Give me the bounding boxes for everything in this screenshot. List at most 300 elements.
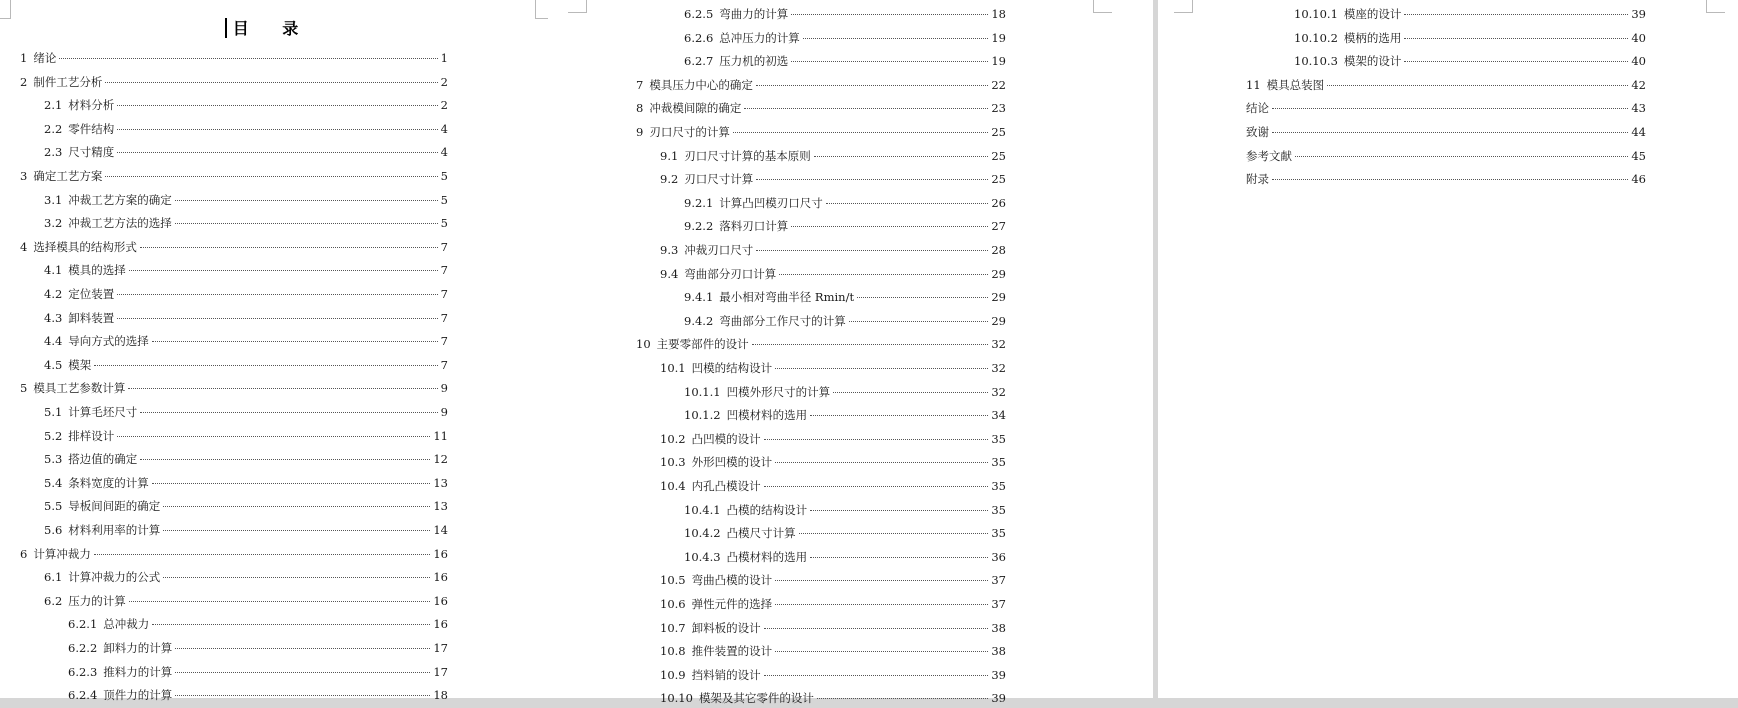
toc-entry-number: 10.5	[660, 573, 686, 588]
toc-entry-page-number: 2	[440, 74, 448, 89]
toc-dot-leader	[1295, 156, 1628, 157]
toc-entry-number: 8	[636, 101, 644, 116]
toc-entry-title: 弯曲部分刃口计算	[684, 266, 777, 281]
toc-dot-leader	[733, 132, 989, 133]
toc-entry-number: 10.9	[660, 667, 686, 682]
toc-entry-title: 零件结构	[68, 121, 115, 136]
toc-entry-title: 推件装置的设计	[691, 644, 773, 659]
toc-entry-number: 5.4	[44, 475, 63, 490]
toc-entry[interactable]	[44, 428, 448, 446]
toc-entry[interactable]	[44, 451, 448, 469]
toc-entry-page-number: 44	[1631, 125, 1646, 139]
toc-heading	[0, 16, 575, 39]
toc-entry-number: 6.2.4	[68, 688, 98, 703]
toc-dot-leader	[175, 695, 430, 696]
toc-entry-page-number: 17	[433, 641, 448, 655]
toc-entry[interactable]	[1246, 124, 1646, 142]
toc-entry-number: 10.4.2	[684, 526, 721, 541]
toc-entry[interactable]	[20, 74, 448, 92]
toc-dot-leader	[117, 105, 437, 106]
toc-dot-leader	[1404, 38, 1628, 39]
toc-entry-page-number: 35	[991, 455, 1006, 470]
page-corner-mark	[1174, 0, 1193, 13]
toc-dot-leader	[764, 675, 989, 676]
toc-entry-number: 3	[20, 169, 28, 183]
toc-entry-number: 3.2	[44, 216, 63, 231]
toc-entry[interactable]	[684, 218, 1006, 236]
toc-dot-leader	[129, 601, 431, 602]
toc-entry[interactable]	[684, 313, 1006, 331]
toc-entry[interactable]	[636, 336, 1006, 354]
toc-dot-leader	[140, 459, 430, 460]
toc-entry-page-number: 17	[433, 664, 448, 679]
toc-entry-title: 结论	[1246, 101, 1269, 116]
toc-entry[interactable]	[660, 242, 1006, 260]
toc-entry[interactable]	[1246, 77, 1646, 95]
toc-entry[interactable]	[1294, 53, 1646, 71]
toc-entry-number: 9.1	[660, 148, 679, 163]
toc-entry[interactable]	[44, 310, 448, 328]
toc-entry-page-number: 35	[991, 502, 1006, 517]
toc-entry-title: 卸料装置	[68, 310, 115, 325]
toc-entry-title: 模架及其它零件的设计	[698, 691, 814, 706]
toc-entry[interactable]	[44, 262, 448, 280]
toc-entry-number: 5.2	[44, 428, 63, 443]
toc-entry-number: 9.3	[660, 243, 679, 257]
toc-entry-title: 导向方式的选择	[68, 334, 149, 349]
toc-entry-title: 模柄的选用	[1343, 30, 1402, 45]
toc-entry-page-number: 4	[440, 145, 448, 160]
toc-entry-number: 4.3	[44, 310, 63, 325]
toc-dot-leader	[764, 439, 989, 440]
toc-entry-number: 10.4.1	[684, 502, 721, 517]
toc-entry[interactable]	[1246, 148, 1646, 166]
toc-entry-page-number: 22	[991, 77, 1006, 92]
toc-entry-page-number: 16	[433, 593, 448, 608]
toc-dot-leader	[791, 226, 988, 227]
toc-dot-leader	[175, 648, 430, 649]
toc-entry-page-number: 25	[991, 148, 1006, 163]
toc-entry-number: 11	[1246, 77, 1261, 92]
toc-entry-page-number: 35	[991, 431, 1006, 446]
toc-entry-page-number: 25	[991, 125, 1006, 139]
toc-entry[interactable]	[44, 121, 448, 139]
toc-entry-title: 刃口尺寸计算	[684, 172, 754, 187]
toc-dot-leader	[140, 412, 437, 413]
toc-entry-title: 排样设计	[68, 428, 115, 443]
toc-dot-leader	[152, 624, 430, 625]
toc-entry-number: 5.6	[44, 523, 63, 537]
toc-entry-title: 刃口尺寸计算的基本原则	[684, 148, 811, 163]
toc-entry[interactable]	[44, 569, 448, 587]
toc-entry-page-number: 38	[991, 620, 1006, 635]
toc-entry-title: 凸凹模的设计	[691, 431, 761, 446]
toc-entry-title: 凸模的结构设计	[726, 502, 808, 517]
toc-entry[interactable]	[660, 572, 1006, 590]
toc-entry-page-number: 42	[1631, 77, 1646, 92]
toc-entry-page-number: 14	[433, 523, 448, 537]
toc-entry-number: 4.4	[44, 334, 63, 349]
toc-entry-page-number: 13	[433, 499, 448, 514]
toc-entry-title: 推料力的计算	[103, 664, 173, 679]
toc-entry-title: 主要零部件的设计	[656, 337, 749, 352]
toc-entry-number: 6.2.5	[684, 7, 714, 21]
toc-entry-number: 10.2	[660, 431, 686, 446]
toc-entry-title: 定位装置	[68, 287, 115, 301]
toc-entry[interactable]	[684, 502, 1006, 520]
toc-entry-page-number: 1	[440, 51, 448, 65]
toc-dot-leader	[814, 156, 989, 157]
toc-entry-page-number: 16	[433, 617, 448, 632]
toc-entry-title: 挡料销的设计	[691, 667, 761, 682]
document-page-2	[548, 0, 1153, 706]
toc-dot-leader	[94, 554, 431, 555]
toc-dot-leader	[775, 368, 988, 369]
toc-dot-leader	[1404, 61, 1628, 62]
toc-dot-leader	[744, 108, 988, 109]
toc-entry-title: 模座的设计	[1343, 7, 1402, 21]
toc-entry-title: 弯曲力的计算	[719, 7, 789, 21]
document-page-1	[0, 0, 575, 703]
toc-entry-number: 10.4.3	[684, 549, 721, 564]
toc-dot-leader	[175, 200, 438, 201]
toc-entry-title: 内孔凸模设计	[691, 479, 761, 493]
toc-entry-number: 10.1.2	[684, 408, 721, 423]
toc-entry-page-number: 7	[440, 239, 448, 254]
toc-entry[interactable]	[660, 266, 1006, 284]
toc-entry[interactable]	[44, 404, 448, 422]
toc-entry[interactable]	[44, 475, 448, 493]
toc-entry[interactable]	[20, 168, 448, 186]
toc-dot-leader	[140, 247, 438, 248]
toc-dot-leader	[803, 38, 989, 39]
text-cursor	[225, 18, 227, 38]
toc-entry-title: 凹模的结构设计	[691, 361, 773, 375]
toc-entry[interactable]	[68, 687, 448, 705]
toc-entry[interactable]	[44, 522, 448, 540]
page-corner-mark	[1706, 0, 1725, 13]
toc-entry-page-number: 26	[991, 195, 1006, 210]
toc-entry-title: 选择模具的结构形式	[33, 239, 137, 254]
toc-entry-number: 10.6	[660, 597, 686, 611]
toc-entry-number: 6.2	[44, 593, 63, 608]
toc-entry-page-number: 7	[440, 357, 448, 372]
toc-dot-leader	[117, 318, 437, 319]
toc-entry[interactable]	[1246, 100, 1646, 118]
toc-dot-leader	[1272, 179, 1628, 180]
toc-entry-title: 搭边值的确定	[68, 452, 138, 467]
toc-entry-page-number: 39	[1631, 7, 1646, 21]
toc-entry[interactable]	[684, 53, 1006, 71]
toc-entry[interactable]	[636, 100, 1006, 118]
toc-entry-page-number: 40	[1631, 54, 1646, 69]
toc-entry-page-number: 28	[991, 243, 1006, 257]
toc-entry-title: 模架的设计	[1343, 54, 1402, 69]
toc-entry[interactable]	[68, 640, 448, 658]
toc-entry-number: 10.8	[660, 644, 686, 659]
toc-entry-title: 凹模材料的选用	[726, 408, 808, 423]
page-corner-mark	[1093, 0, 1112, 13]
toc-entry[interactable]	[68, 616, 448, 634]
toc-entry[interactable]	[660, 454, 1006, 472]
toc-entry[interactable]	[20, 50, 448, 68]
toc-dot-leader	[756, 250, 988, 251]
toc-entry[interactable]	[1294, 30, 1646, 48]
toc-entry-number: 10.10.1	[1294, 7, 1338, 21]
toc-dot-leader	[59, 58, 437, 59]
toc-entry[interactable]	[684, 195, 1006, 213]
toc-entry-title: 压力机的初选	[719, 54, 789, 69]
toc-dot-leader	[752, 344, 989, 345]
toc-entry[interactable]	[660, 148, 1006, 166]
toc-entry-title: 落料刃口计算	[719, 219, 789, 234]
toc-entry[interactable]	[660, 667, 1006, 685]
toc-entry-page-number: 23	[991, 101, 1006, 116]
toc-entry-number: 10.4	[660, 479, 686, 493]
toc-entry[interactable]	[44, 97, 448, 115]
toc-entry[interactable]	[68, 664, 448, 682]
toc-entry-title: 材料分析	[68, 98, 115, 113]
toc-dot-leader	[94, 365, 437, 366]
toc-entry-title: 冲裁工艺方案的确定	[68, 192, 172, 207]
toc-entry-page-number: 32	[991, 361, 1006, 375]
toc-dot-leader	[791, 61, 988, 62]
toc-dot-leader	[117, 294, 437, 295]
toc-dot-leader	[756, 85, 989, 86]
toc-entry[interactable]	[660, 478, 1006, 496]
toc-entry-number: 6.2.6	[684, 30, 714, 45]
toc-dot-leader	[779, 274, 988, 275]
toc-dot-leader	[764, 628, 989, 629]
toc-entry[interactable]	[44, 593, 448, 611]
toc-entry-title: 刃口尺寸的计算	[649, 125, 730, 139]
toc-entry-title: 计算凸凹模刃口尺寸	[719, 195, 823, 210]
toc-entry-page-number: 37	[991, 597, 1006, 611]
toc-entry-number: 6	[20, 546, 28, 561]
toc-entry[interactable]	[684, 525, 1006, 543]
toc-entry[interactable]	[660, 431, 1006, 449]
toc-entry-page-number: 18	[433, 688, 448, 703]
toc-dot-leader	[152, 483, 431, 484]
toc-entry-page-number: 16	[433, 546, 448, 561]
toc-entry[interactable]	[684, 549, 1006, 567]
toc-entry[interactable]	[44, 192, 448, 210]
toc-entry[interactable]	[636, 124, 1006, 142]
toc-entry-page-number: 9	[440, 381, 448, 396]
toc-entry-title: 参考文献	[1246, 148, 1292, 163]
toc-entry-title: 冲裁刃口尺寸	[684, 243, 754, 257]
toc-entry-page-number: 36	[991, 549, 1006, 564]
toc-dot-leader	[775, 462, 988, 463]
toc-entry-page-number: 46	[1631, 172, 1646, 187]
toc-entry-title: 弯曲部分工作尺寸的计算	[719, 313, 846, 328]
toc-dot-leader	[1404, 14, 1628, 15]
toc-entry-page-number: 35	[991, 479, 1006, 493]
toc-entry-page-number: 5	[440, 169, 448, 183]
toc-entry-number: 4.2	[44, 287, 63, 301]
toc-entry-title: 附录	[1246, 172, 1269, 187]
toc-entry-number: 5.5	[44, 499, 63, 514]
toc-entry-number: 9.2.1	[684, 195, 714, 210]
toc-entry-number: 10.1	[660, 361, 686, 375]
toc-entry-page-number: 39	[991, 667, 1006, 682]
toc-entry-page-number: 18	[991, 7, 1006, 21]
toc-entry-title: 尺寸精度	[68, 145, 115, 160]
toc-dot-leader	[810, 415, 988, 416]
toc-entry-number: 7	[636, 77, 644, 92]
toc-entry-number: 5.3	[44, 452, 63, 467]
toc-entry-title: 外形凹模的设计	[691, 455, 773, 470]
toc-entry-number: 6.2.3	[68, 664, 98, 679]
toc-entry[interactable]	[660, 596, 1006, 614]
toc-entry[interactable]	[44, 215, 448, 233]
toc-entry-page-number: 19	[991, 30, 1006, 45]
toc-dot-leader	[163, 577, 430, 578]
toc-entry[interactable]	[20, 380, 448, 398]
toc-entry-title: 模具工艺参数计算	[33, 381, 126, 396]
toc-entry-page-number: 39	[991, 691, 1006, 706]
toc-entry-page-number: 29	[991, 266, 1006, 281]
toc-entry-page-number: 13	[433, 475, 448, 490]
toc-dot-leader	[849, 321, 989, 322]
toc-entry-title: 制件工艺分析	[33, 74, 103, 89]
toc-entry[interactable]	[44, 498, 448, 516]
toc-entry-title: 计算冲裁力	[33, 546, 91, 561]
toc-entry-page-number: 9	[440, 405, 448, 419]
toc-entry-number: 9.4.1	[684, 290, 714, 305]
toc-entry-page-number: 32	[991, 384, 1006, 399]
toc-entry[interactable]	[660, 690, 1006, 708]
toc-entry-page-number: 43	[1631, 101, 1646, 116]
toc-entry-title: 冲裁工艺方法的选择	[68, 216, 172, 231]
toc-entry-number: 4	[20, 239, 28, 254]
toc-dot-leader	[117, 129, 437, 130]
toc-entry[interactable]	[44, 333, 448, 351]
toc-entry-title: 总冲裁力	[103, 617, 150, 632]
toc-entry-number: 9.4.2	[684, 313, 714, 328]
toc-entry-number: 3.1	[44, 192, 63, 207]
toc-entry-title: 导板间间距的确定	[68, 499, 161, 514]
toc-entry-page-number: 16	[433, 570, 448, 585]
toc-entry-number: 4.1	[44, 263, 63, 278]
toc-dot-leader	[810, 510, 988, 511]
toc-dot-leader	[1272, 108, 1628, 109]
toc-entry[interactable]	[684, 407, 1006, 425]
toc-entry-title: 确定工艺方案	[33, 169, 103, 183]
toc-dot-leader	[775, 651, 988, 652]
toc-entry-number: 10.10.3	[1294, 54, 1338, 69]
toc-entry[interactable]	[1246, 171, 1646, 189]
toc-dot-leader	[175, 223, 438, 224]
toc-entry-title: 弯曲凸模的设计	[691, 573, 773, 588]
toc-entry-title: 总冲压力的计算	[719, 30, 800, 45]
toc-entry-page-number: 40	[1631, 30, 1646, 45]
toc-dot-leader	[756, 179, 988, 180]
toc-heading-text: 目 录	[232, 19, 313, 38]
toc-entry-title: 弹性元件的选择	[691, 597, 773, 611]
toc-entry-number: 9.4	[660, 266, 679, 281]
toc-entry-number: 10.3	[660, 455, 686, 470]
toc-entry-number: 10.1.1	[684, 384, 721, 399]
toc-entry-page-number: 37	[991, 573, 1006, 588]
toc-entry-number: 2.1	[44, 98, 63, 113]
toc-entry-page-number: 27	[991, 219, 1006, 234]
toc-entry-title: 模具总装图	[1266, 77, 1325, 92]
toc-entry-title: 模具压力中心的确定	[649, 77, 753, 92]
toc-entry-number: 5.1	[44, 405, 63, 419]
toc-entry-title: 计算毛坯尺寸	[68, 405, 138, 419]
toc-entry[interactable]	[684, 384, 1006, 402]
toc-entry-title: 卸料力的计算	[103, 641, 173, 655]
toc-entry-page-number: 45	[1631, 148, 1646, 163]
toc-entry-number: 2	[20, 74, 28, 89]
toc-entry-number: 5	[20, 381, 28, 396]
toc-entry-number: 10.10	[660, 691, 693, 706]
toc-dot-leader	[163, 530, 430, 531]
toc-dot-leader	[826, 203, 989, 204]
toc-entry[interactable]	[1294, 6, 1646, 24]
toc-entry[interactable]	[660, 171, 1006, 189]
toc-dot-leader	[117, 436, 430, 437]
toc-entry[interactable]	[20, 546, 448, 564]
toc-entry[interactable]	[684, 30, 1006, 48]
toc-entry[interactable]	[636, 77, 1006, 95]
toc-entry-title: 致谢	[1246, 125, 1269, 139]
toc-entry[interactable]	[44, 286, 448, 304]
toc-entry[interactable]	[44, 357, 448, 375]
toc-entry-title: 凸模材料的选用	[726, 549, 808, 564]
toc-dot-leader	[1327, 85, 1628, 86]
toc-entry[interactable]	[684, 289, 1006, 307]
toc-dot-leader	[791, 14, 988, 15]
toc-entry-page-number: 38	[991, 644, 1006, 659]
toc-entry-number: 9.2.2	[684, 219, 714, 234]
toc-dot-leader	[775, 580, 988, 581]
toc-entry-page-number: 29	[991, 313, 1006, 328]
toc-entry-page-number: 7	[440, 310, 448, 325]
toc-entry-title: 凸模尺寸计算	[726, 526, 796, 541]
toc-dot-leader	[1272, 132, 1628, 133]
toc-entry-page-number: 12	[433, 452, 448, 467]
toc-entry[interactable]	[660, 643, 1006, 661]
toc-entry-title: 模具的选择	[68, 263, 126, 278]
toc-dot-leader	[105, 176, 437, 177]
toc-dot-leader	[128, 388, 437, 389]
toc-dot-leader	[817, 698, 988, 699]
toc-entry[interactable]	[660, 360, 1006, 378]
toc-entry-number: 10.7	[660, 620, 686, 635]
toc-entry[interactable]	[20, 239, 448, 257]
toc-entry-page-number: 5	[440, 192, 448, 207]
toc-entry[interactable]	[684, 6, 1006, 24]
toc-entry-title: 卸料板的设计	[691, 620, 761, 635]
toc-dot-leader	[810, 557, 988, 558]
toc-entry-number: 6.2.1	[68, 617, 98, 632]
toc-entry-title: 凹模外形尺寸的计算	[726, 384, 831, 399]
toc-dot-leader	[117, 152, 437, 153]
document-page-3	[1158, 0, 1738, 698]
toc-entry-number: 2.2	[44, 121, 63, 136]
toc-dot-leader	[152, 341, 438, 342]
toc-entry-page-number: 32	[991, 337, 1006, 352]
toc-entry-title: 计算冲裁力的公式	[68, 570, 161, 585]
toc-entry-page-number: 11	[433, 428, 448, 443]
toc-entry[interactable]	[660, 620, 1006, 638]
toc-entry[interactable]	[44, 144, 448, 162]
toc-entry-title: 压力的计算	[68, 593, 126, 608]
toc-dot-leader	[764, 486, 989, 487]
toc-entry-title: 材料利用率的计算	[68, 523, 161, 537]
